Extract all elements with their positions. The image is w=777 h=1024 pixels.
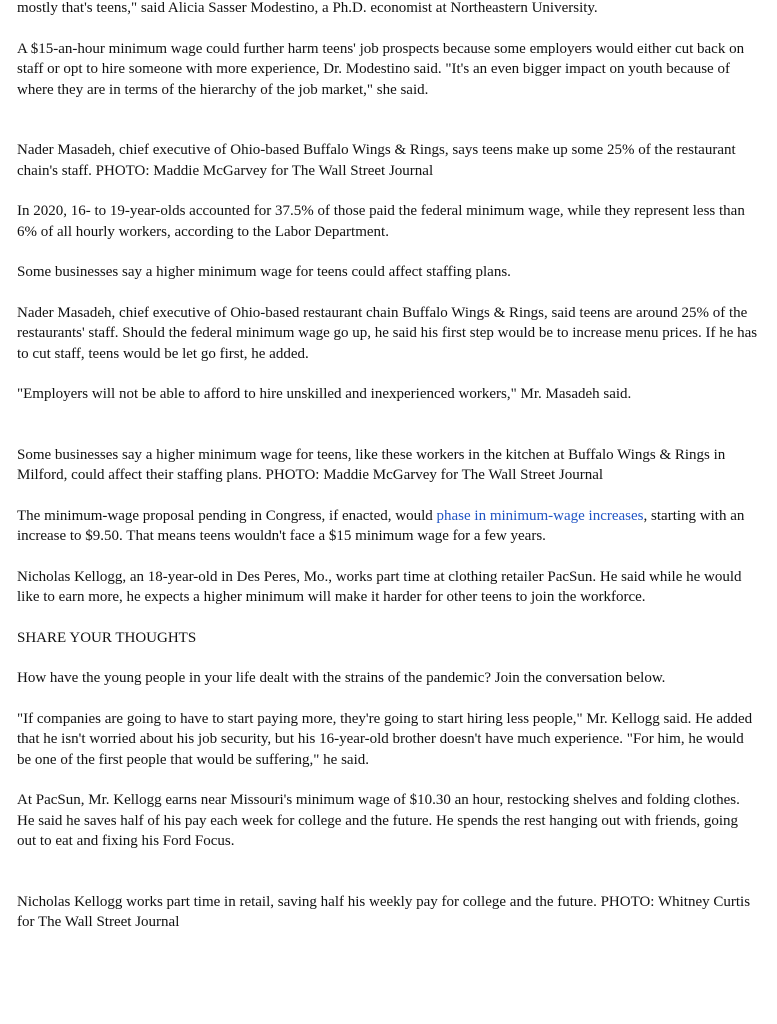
paragraph-proposal-tail: , starting with an increase to $9.50. That means teens wouldn't face a $15 minimum wage for a few years. — [17, 507, 745, 544]
photo-caption-kitchen: Some businesses say a higher minimum wage for teens, like these workers in the kitchen at Buffalo Wings & Rings in Milford, could affect their staffing plans. PHOTO: Maddie McGarvey for The Wall Street Journal — [17, 446, 726, 483]
paragraph-labor-statistics: In 2020, 16- to 19-year-olds accounted for 37.5% of those paid the federal minimum wage, while they represent less than 6% of all hourly workers, according to the Labor Department. — [17, 203, 745, 240]
paragraph-staffing-plans: Some businesses say a higher minimum wage for teens could affect staffing plans. — [17, 264, 511, 280]
share-thoughts-heading: SHARE YOUR THOUGHTS — [17, 629, 197, 646]
paragraph-proposal — [17, 506, 759, 547]
paragraph-kellogg-intro: Nicholas Kellogg, an 18-year-old in Des Peres, Mo., works part time at clothing retailer PacSun. He said while he would like to earn more, he expects a higher minimum will make it harder for other teens to join the workforce. — [17, 568, 742, 605]
share-thoughts-prompt: How have the young people in your life dealt with the strains of the pandemic? Join the conversation below. — [17, 670, 666, 686]
photo-caption-masadeh: Nader Masadeh, chief executive of Ohio-based Buffalo Wings & Rings, says teens make up some 25% of the restaurant chain's staff. PHOTO: Maddie McGarvey for The Wall Street Journal — [17, 142, 736, 179]
paragraph-masadeh-staff: Nader Masadeh, chief executive of Ohio-based restaurant chain Buffalo Wings & Rings, said teens are around 25% of the restaurants' staff. Should the federal minimum wage go up, he said his first step would be to increase menu prices. If he has to cut staff, teens would be let go first, he added. — [17, 304, 758, 362]
photo-caption-kellogg: Nicholas Kellogg works part time in retail, saving half his weekly pay for college and the future. PHOTO: Whitney Curtis for The Wall Street Journal — [17, 893, 751, 930]
paragraph-kellogg-quote: "If companies are going to have to start paying more, they're going to start hiring less people," Mr. Kellogg said. He added that he isn't worried about his job security, but his 16-year-old brother doesn't have much experience. "For him, he would be one of the first people that would be suffering," he said. — [17, 710, 753, 768]
paragraph-masadeh-quote: "Employers will not be able to afford to hire unskilled and inexperienced workers," Mr. Masadeh said. — [17, 386, 632, 402]
phase-in-increases-link[interactable]: phase in minimum-wage increases — [436, 507, 644, 524]
paragraph-proposal-lead: The minimum-wage proposal pending in Congress, if enacted, would — [17, 507, 437, 524]
paragraph-teen-job-prospects: A $15-an-hour minimum wage could further harm teens' job prospects because some employers would either cut back on staff or opt to hire someone with more experience, Dr. Modestino said. "It's an even bigger impact on youth because of where they are in terms of the hierarchy of the job market," she said. — [17, 40, 745, 98]
paragraph-modestino-quote: mostly that's teens," said Alicia Sasser Modestino, a Ph.D. economist at Northeastern University. — [17, 0, 598, 16]
paragraph-kellogg-pacsun: At PacSun, Mr. Kellogg earns near Missouri's minimum wage of $10.30 an hour, restocking shelves and folding clothes. He said he saves half of his pay each week for college and the future. He spends the rest hanging out with friends, going out to eat and fixing his Ford Focus. — [17, 792, 740, 849]
